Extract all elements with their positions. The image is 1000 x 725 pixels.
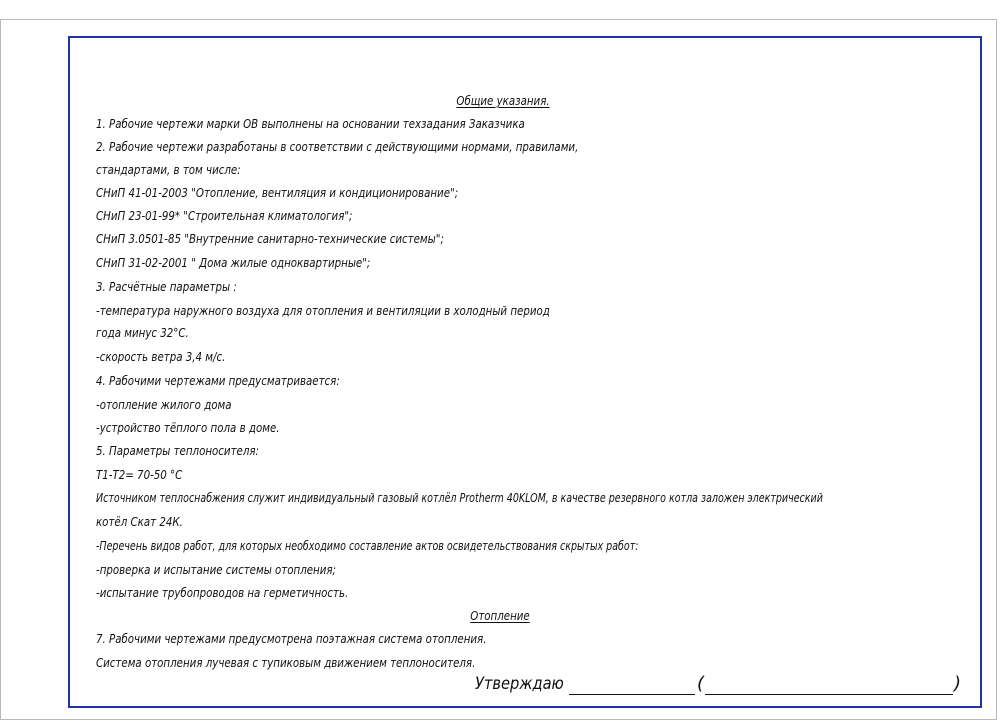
- heating-note-line: Система отопления лучевая с тупиковым движением теплоносителя.: [96, 656, 476, 670]
- approval-label: Утверждаю: [475, 674, 564, 694]
- note-line: 2. Рабочие чертежи разработаны в соответствии с действующими нормами, правилами,: [96, 140, 579, 154]
- note-line: -скорость ветра 3,4 м/с.: [96, 350, 226, 364]
- note-line: -проверка и испытание системы отопления;: [96, 563, 337, 577]
- note-line: -отопление жилого дома: [96, 398, 232, 412]
- heading-general-notes: Общие указания.: [456, 94, 550, 108]
- name-paren-open: (: [697, 673, 705, 694]
- note-line: Источником теплоснабжения служит индивидуальный газовый котлёл Protherm 40KLOM, в качестве резервного котла заложен электрический: [96, 491, 823, 505]
- note-line: котёл Скат 24К.: [96, 515, 183, 529]
- heading-heating: Отопление: [470, 609, 530, 623]
- name-paren-close: ): [954, 673, 962, 694]
- note-line: года минус 32°С.: [96, 326, 189, 340]
- note-line: 4. Рабочими чертежами предусматривается:: [96, 374, 340, 388]
- note-line: -Перечень видов работ, для которых необходимо составление актов освидетельствования скрытых работ:: [96, 539, 639, 553]
- note-line: Т1-Т2= 70-50 °С: [96, 468, 183, 482]
- note-line: стандартами, в том числе:: [96, 163, 241, 177]
- note-line: 3. Расчётные параметры :: [96, 280, 237, 294]
- approval-stamp: [475, 673, 965, 697]
- note-line: -температура наружного воздуха для отопления и вентиляции в холодный период: [96, 304, 550, 318]
- note-line: СНиП 23-01-99* "Строительная климатология";: [96, 209, 353, 223]
- note-line: -испытание трубопроводов на герметичность.: [96, 586, 349, 600]
- signature-line: [569, 694, 695, 695]
- note-line: СНиП 31-02-2001 " Дома жилые одноквартирные";: [96, 256, 371, 270]
- note-line: -устройство тёплого пола в доме.: [96, 421, 280, 435]
- note-line: 1. Рабочие чертежи марки ОВ выполнены на основании техзадания Заказчика: [96, 117, 525, 131]
- note-line: СНиП 41-01-2003 "Отопление, вентиляция и кондиционирование";: [96, 186, 459, 200]
- name-line: [705, 694, 953, 695]
- note-line: СНиП 3.0501-85 "Внутренние санитарно-технические системы";: [96, 232, 444, 246]
- note-line: 5. Параметры теплоносителя:: [96, 444, 260, 458]
- heating-note-line: 7. Рабочими чертежами предусмотрена поэтажная система отопления.: [96, 632, 487, 646]
